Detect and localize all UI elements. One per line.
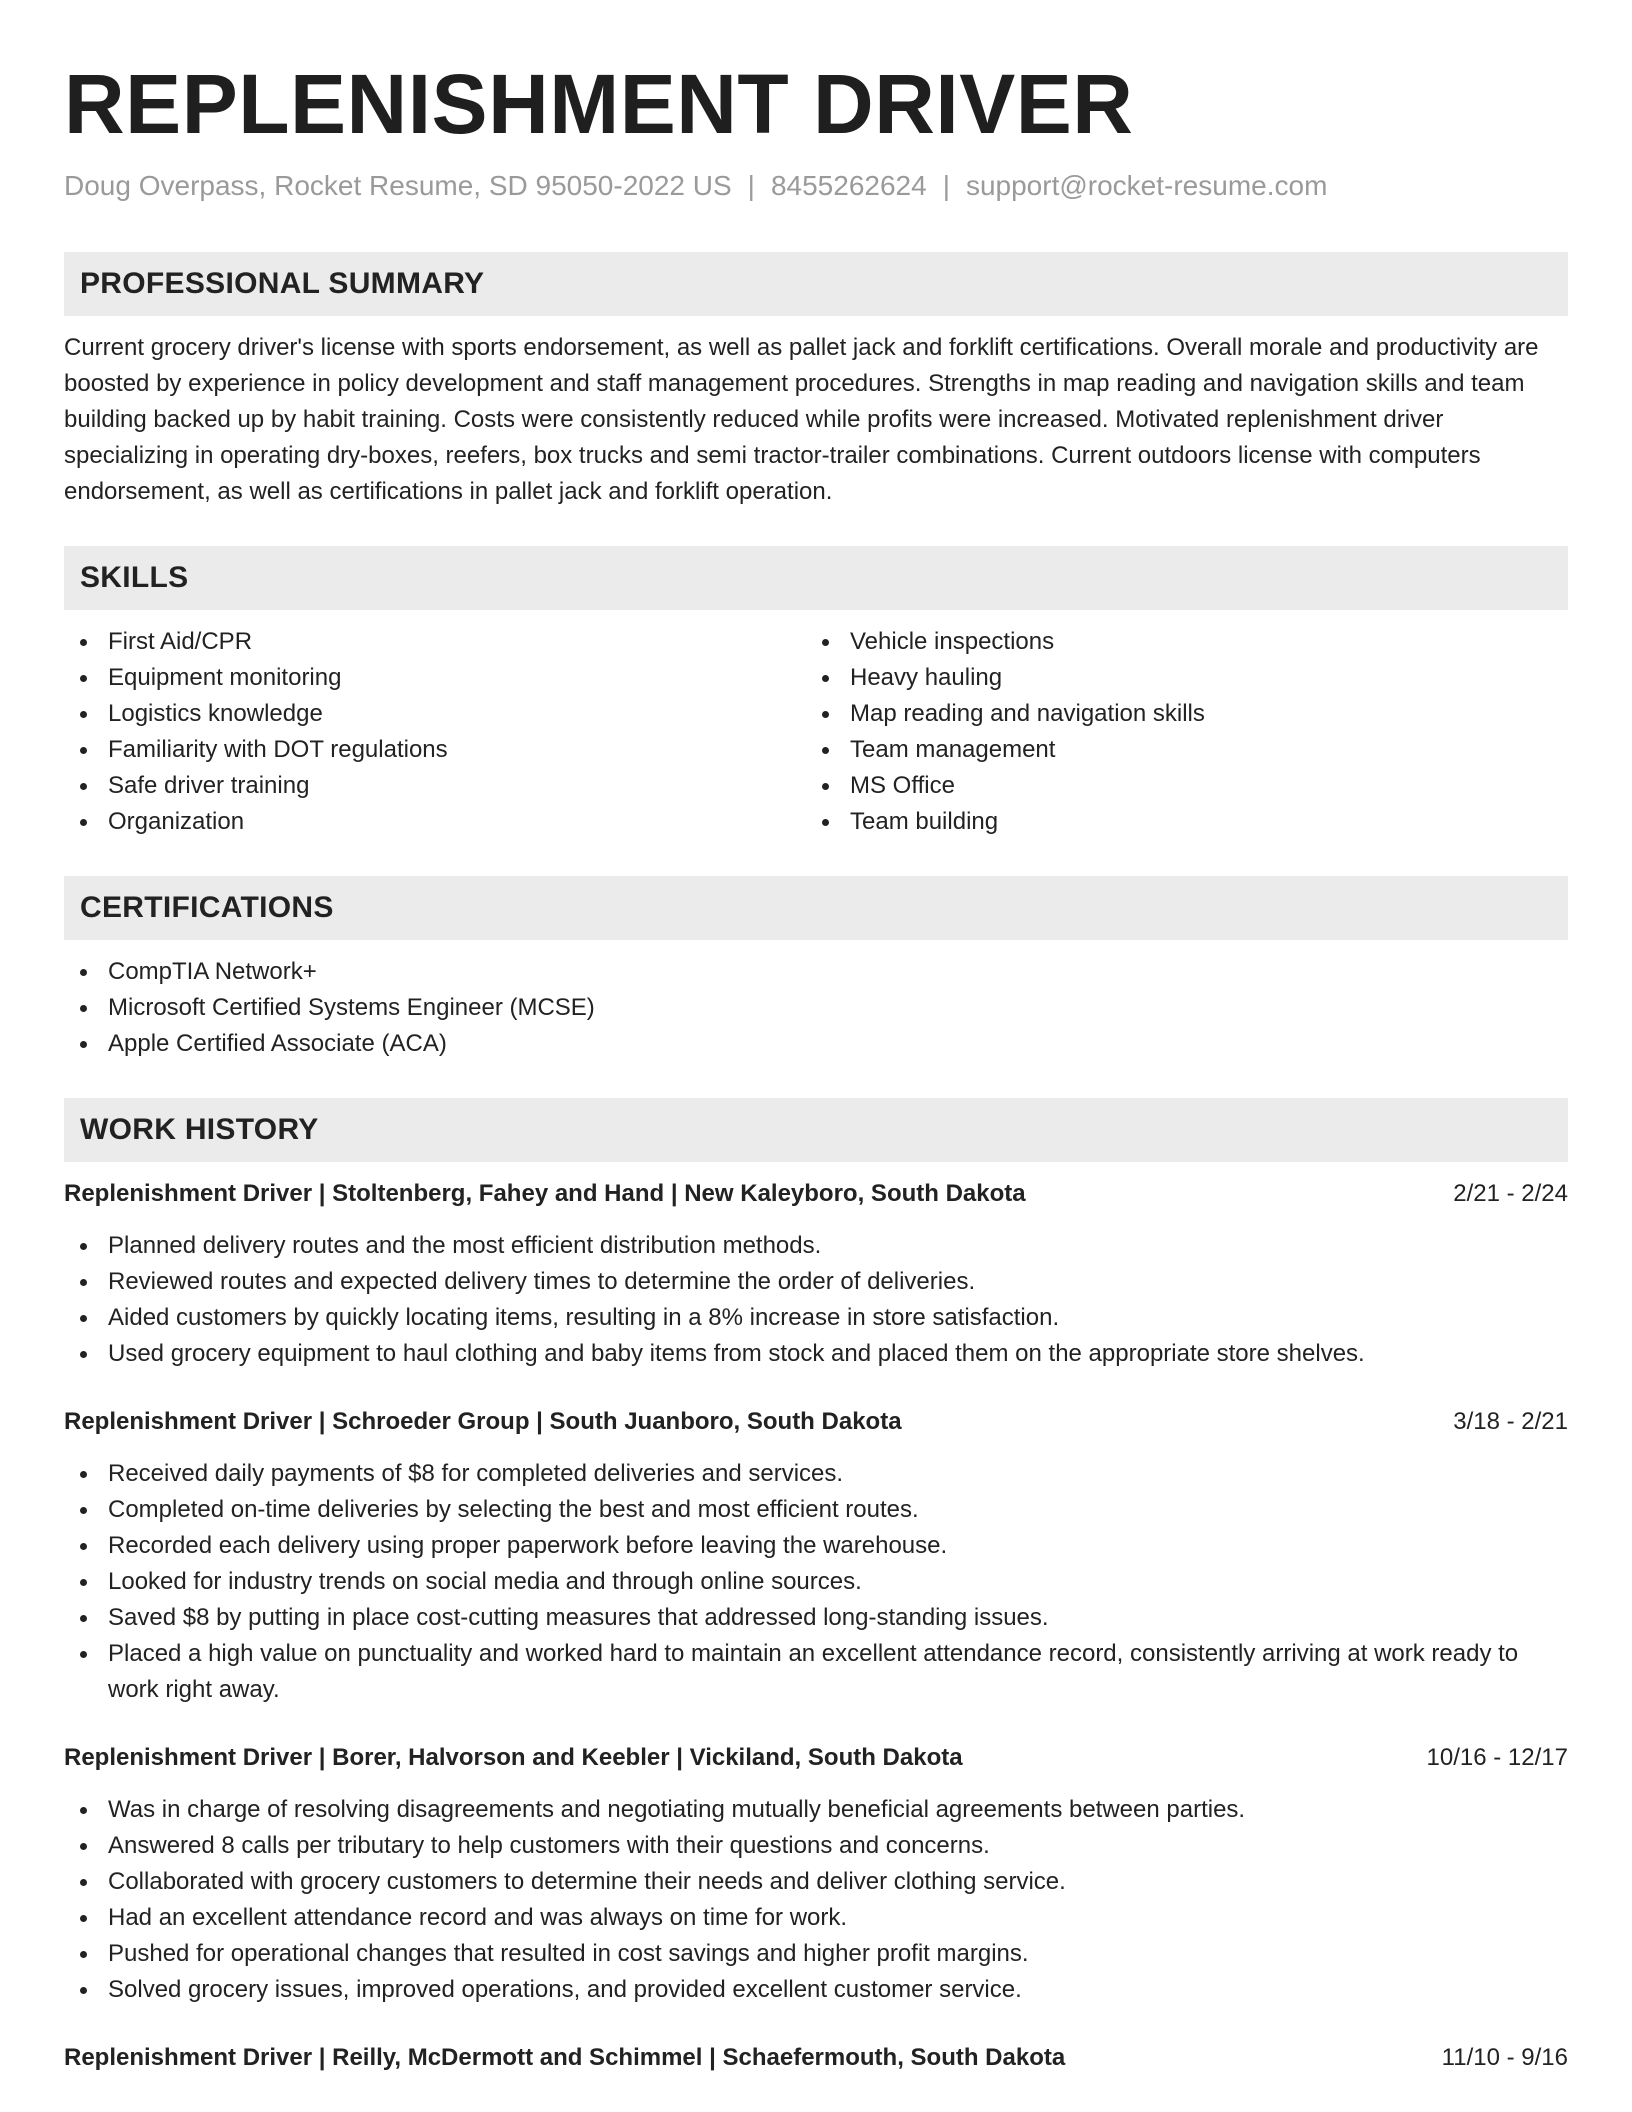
job-bullet: Recorded each delivery using proper paperwork before leaving the warehouse. bbox=[64, 1528, 1568, 1564]
contact-email: support@rocket-resume.com bbox=[965, 170, 1328, 201]
resume-page bbox=[64, 56, 1568, 2076]
certifications-list bbox=[64, 954, 1568, 1062]
section-heading-summary: PROFESSIONAL SUMMARY bbox=[64, 252, 1568, 316]
contact-phone: 8455262624 bbox=[770, 170, 927, 201]
job-title: Replenishment Driver | Borer, Halvorson and Keebler | Vickiland, South Dakota bbox=[64, 1744, 963, 1771]
section-heading-skills: SKILLS bbox=[64, 546, 1568, 610]
skill-item: First Aid/CPR bbox=[64, 624, 806, 660]
contact-address: Doug Overpass, Rocket Resume, SD 95050-2022 US bbox=[64, 170, 732, 201]
certification-item: Apple Certified Associate (ACA) bbox=[64, 1026, 1568, 1062]
skill-item: Organization bbox=[64, 804, 806, 840]
job-dates: 11/10 - 9/16 bbox=[1441, 2044, 1568, 2071]
job-header bbox=[64, 1404, 1568, 1440]
job-bullet: Pushed for operational changes that resulted in cost savings and higher profit margins. bbox=[64, 1936, 1568, 1972]
job-header bbox=[64, 1740, 1568, 1776]
certification-item: Microsoft Certified Systems Engineer (MCSE) bbox=[64, 990, 1568, 1026]
job-bullet: Reviewed routes and expected delivery times to determine the order of deliveries. bbox=[64, 1264, 1568, 1300]
job-dates: 2/21 - 2/24 bbox=[1453, 1180, 1568, 1207]
summary-text: Current grocery driver's license with sports endorsement, as well as pallet jack and forklift certifications. Overall morale and productivity are boosted by experience in policy development and staff management procedures. Strengths in map reading and navigation skills and team building backed up by habit training. Costs were consistently reduced while profits were increased. Motivated replenishment driver specializing in operating dry-boxes, reefers, box trucks and semi tractor-trailer combinations. Current outdoors license with computers endorsement, as well as certifications in pallet jack and forklift operation. bbox=[64, 334, 1539, 505]
job-entry bbox=[64, 1404, 1568, 1708]
job-header bbox=[64, 1176, 1568, 1212]
contact-separator: | bbox=[747, 170, 755, 201]
skill-item: Team management bbox=[806, 732, 1548, 768]
certification-item: CompTIA Network+ bbox=[64, 954, 1568, 990]
job-title: Replenishment Driver | Stoltenberg, Fahey and Hand | New Kaleyboro, South Dakota bbox=[64, 1180, 1026, 1207]
job-dates: 3/18 - 2/21 bbox=[1453, 1408, 1568, 1435]
section-heading-work-history: WORK HISTORY bbox=[64, 1098, 1568, 1162]
certifications-section bbox=[64, 876, 1568, 1062]
skill-item: Team building bbox=[806, 804, 1548, 840]
job-bullet: Had an excellent attendance record and was always on time for work. bbox=[64, 1900, 1568, 1936]
job-entry bbox=[64, 1740, 1568, 2008]
job-bullet: Collaborated with grocery customers to determine their needs and deliver clothing service. bbox=[64, 1864, 1568, 1900]
section-heading-certifications: CERTIFICATIONS bbox=[64, 876, 1568, 940]
job-title: Replenishment Driver | Schroeder Group | South Juanboro, South Dakota bbox=[64, 1408, 902, 1435]
skills-columns bbox=[64, 624, 1568, 840]
job-bullets bbox=[64, 1456, 1568, 1708]
skills-list-left bbox=[64, 624, 806, 840]
job-bullet: Used grocery equipment to haul clothing and baby items from stock and placed them on the appropriate store shelves. bbox=[64, 1336, 1568, 1372]
skill-item: Familiarity with DOT regulations bbox=[64, 732, 806, 768]
skill-item: Safe driver training bbox=[64, 768, 806, 804]
job-bullet: Solved grocery issues, improved operations, and provided excellent customer service. bbox=[64, 1972, 1568, 2008]
job-bullet: Completed on-time deliveries by selecting the best and most efficient routes. bbox=[64, 1492, 1568, 1528]
skills-list-right bbox=[806, 624, 1548, 840]
job-header bbox=[64, 2040, 1568, 2076]
job-bullet: Placed a high value on punctuality and worked hard to maintain an excellent attendance record, consistently arriving at work ready to work right away. bbox=[64, 1636, 1568, 1708]
job-bullet: Received daily payments of $8 for completed deliveries and services. bbox=[64, 1456, 1568, 1492]
job-bullets bbox=[64, 1228, 1568, 1372]
contact-separator: | bbox=[942, 170, 950, 201]
job-bullet: Aided customers by quickly locating items, resulting in a 8% increase in store satisfaction. bbox=[64, 1300, 1568, 1336]
job-bullet: Planned delivery routes and the most efficient distribution methods. bbox=[64, 1228, 1568, 1264]
skill-item: MS Office bbox=[806, 768, 1548, 804]
job-entry bbox=[64, 1176, 1568, 1372]
skill-item: Map reading and navigation skills bbox=[806, 696, 1548, 732]
skill-item: Logistics knowledge bbox=[64, 696, 806, 732]
skills-section bbox=[64, 546, 1568, 840]
job-entry bbox=[64, 2040, 1568, 2076]
skill-item: Heavy hauling bbox=[806, 660, 1548, 696]
job-bullets bbox=[64, 1792, 1568, 2008]
contact-line bbox=[64, 168, 1568, 204]
job-bullet: Looked for industry trends on social media and through online sources. bbox=[64, 1564, 1568, 1600]
resume-title: REPLENISHMENT DRIVER bbox=[64, 57, 1134, 151]
summary-section bbox=[64, 252, 1568, 510]
skill-item: Vehicle inspections bbox=[806, 624, 1548, 660]
skill-item: Equipment monitoring bbox=[64, 660, 806, 696]
job-bullet: Answered 8 calls per tributary to help customers with their questions and concerns. bbox=[64, 1828, 1568, 1864]
job-bullet: Was in charge of resolving disagreements and negotiating mutually beneficial agreements between parties. bbox=[64, 1792, 1568, 1828]
job-dates: 10/16 - 12/17 bbox=[1426, 1744, 1568, 1771]
work-history-section bbox=[64, 1098, 1568, 2076]
job-bullet: Saved $8 by putting in place cost-cutting measures that addressed long-standing issues. bbox=[64, 1600, 1568, 1636]
job-title: Replenishment Driver | Reilly, McDermott and Schimmel | Schaefermouth, South Dakota bbox=[64, 2044, 1066, 2071]
